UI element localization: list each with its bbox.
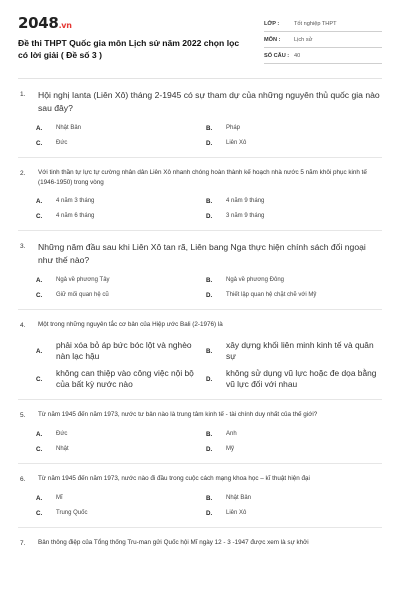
option-letter: C. bbox=[36, 510, 43, 517]
option-letter: D. bbox=[206, 292, 213, 299]
question-5 bbox=[18, 400, 382, 464]
option-letter: D. bbox=[206, 375, 213, 383]
question-number: 4. bbox=[20, 322, 26, 329]
meta-row-subject bbox=[264, 32, 382, 48]
option-c[interactable] bbox=[18, 136, 200, 151]
question-number: 7. bbox=[20, 540, 26, 547]
meta-value: Lịch sử bbox=[294, 36, 313, 43]
option-letter: B. bbox=[206, 198, 213, 205]
option-text: 4 năm 6 tháng bbox=[56, 213, 95, 219]
option-letter: C. bbox=[36, 140, 43, 147]
meta-row-count bbox=[264, 48, 382, 64]
option-text: Nhật Bản bbox=[56, 125, 82, 131]
option-text: phải xóa bỏ áp bức bóc lột và nghèo nàn lạc hậu bbox=[56, 340, 192, 361]
option-text: Liên Xô bbox=[226, 510, 247, 516]
options bbox=[18, 194, 382, 224]
question-6 bbox=[18, 464, 382, 528]
option-letter: B. bbox=[206, 495, 213, 502]
option-a[interactable] bbox=[18, 194, 200, 209]
option-letter: B. bbox=[206, 125, 213, 132]
meta-label: LỚP : bbox=[264, 20, 280, 27]
option-text: Ngả về phương Đông bbox=[226, 277, 284, 283]
option-letter: A. bbox=[36, 495, 43, 502]
option-letter: D. bbox=[206, 140, 213, 147]
option-text: Liên Xô bbox=[226, 140, 247, 146]
option-letter: A. bbox=[36, 277, 43, 284]
meta-row-class bbox=[264, 16, 382, 32]
option-d[interactable] bbox=[200, 209, 382, 224]
option-letter: A. bbox=[36, 198, 43, 205]
option-letter: D. bbox=[206, 213, 213, 220]
option-letter: B. bbox=[206, 347, 213, 355]
option-letter: C. bbox=[36, 446, 43, 453]
option-text: Trung Quốc bbox=[56, 510, 88, 516]
question-number: 2. bbox=[20, 170, 26, 177]
header-left bbox=[18, 14, 248, 64]
question-number: 5. bbox=[20, 412, 26, 419]
option-text: 4 năm 9 tháng bbox=[226, 198, 265, 204]
site-logo[interactable] bbox=[18, 14, 248, 32]
option-text: Pháp bbox=[226, 125, 241, 131]
question-number: 1. bbox=[20, 91, 26, 98]
option-b[interactable] bbox=[200, 427, 382, 442]
option-text: Nhật bbox=[56, 446, 69, 452]
question-2 bbox=[18, 158, 382, 231]
option-letter: A. bbox=[36, 347, 43, 355]
question-text: Bản thông điệp của Tổng thống Tru-man gửi Quốc hội Mĩ ngày 12 - 3 -1947 được xem là sự khởi bbox=[38, 539, 309, 546]
option-b[interactable] bbox=[200, 273, 382, 288]
question-list bbox=[0, 79, 400, 555]
exam-meta bbox=[264, 16, 382, 64]
question-text: Một trong những nguyên tắc cơ bản của Hiệp ước Bali (2-1976) là bbox=[38, 321, 223, 328]
logo-main: 2048 bbox=[18, 14, 59, 32]
option-c[interactable] bbox=[18, 365, 200, 393]
option-a[interactable] bbox=[18, 273, 200, 288]
option-letter: D. bbox=[206, 510, 213, 517]
question-3 bbox=[18, 231, 382, 310]
question-number: 6. bbox=[20, 476, 26, 483]
question-4 bbox=[18, 310, 382, 400]
question-text: Từ năm 1945 đến năm 1973, nước nào đi đầu trong cuộc cách mạng khoa học – kĩ thuật hiện đại bbox=[38, 475, 310, 482]
question-text: Với tinh thần tự lực tự cường nhân dân Liên Xô nhanh chóng hoàn thành kế hoạch nhà nước 5 năm khôi phục kinh tế (1946-1950) trong vòng bbox=[38, 169, 367, 186]
option-a[interactable] bbox=[18, 121, 200, 136]
option-d[interactable] bbox=[200, 136, 382, 151]
option-letter: A. bbox=[36, 125, 43, 132]
option-text: không sử dụng vũ lực hoặc đe dọa bằng vũ lực đối với nhau bbox=[226, 368, 377, 389]
options bbox=[18, 427, 382, 457]
options bbox=[18, 273, 382, 303]
option-d[interactable] bbox=[200, 365, 382, 393]
option-letter: A. bbox=[36, 431, 43, 438]
meta-label: SỐ CÂU : bbox=[264, 52, 290, 59]
option-a[interactable] bbox=[18, 427, 200, 442]
option-b[interactable] bbox=[200, 337, 382, 365]
question-1 bbox=[18, 79, 382, 158]
option-text: Đức bbox=[56, 431, 68, 437]
options bbox=[18, 491, 382, 521]
option-letter: B. bbox=[206, 277, 213, 284]
option-text: 3 năm 9 tháng bbox=[226, 213, 265, 219]
option-letter: C. bbox=[36, 292, 43, 299]
logo-suffix: .vn bbox=[58, 21, 72, 30]
option-d[interactable] bbox=[200, 288, 382, 303]
option-text: Ngả về phương Tây bbox=[56, 277, 110, 283]
option-letter: C. bbox=[36, 213, 43, 220]
option-b[interactable] bbox=[200, 194, 382, 209]
meta-value: 40 bbox=[294, 52, 301, 59]
options bbox=[18, 121, 382, 151]
question-number: 3. bbox=[20, 243, 26, 250]
option-text: Mĩ bbox=[56, 495, 63, 501]
option-a[interactable] bbox=[18, 491, 200, 506]
option-d[interactable] bbox=[200, 442, 382, 457]
option-b[interactable] bbox=[200, 491, 382, 506]
exam-header bbox=[0, 0, 400, 70]
question-text: Hội nghị Ianta (Liên Xô) tháng 2-1945 có sự tham dự của những nguyên thủ quốc gia nào sau đây? bbox=[38, 90, 380, 113]
option-text: Đức bbox=[56, 140, 68, 146]
option-text: không can thiệp vào công việc nội bộ của bất kỳ nước nào bbox=[56, 368, 194, 389]
option-letter: C. bbox=[36, 375, 43, 383]
option-text: 4 năm 3 tháng bbox=[56, 198, 95, 204]
option-letter: D. bbox=[206, 446, 213, 453]
option-text: Nhật Bản bbox=[226, 495, 252, 501]
meta-value: Tốt nghiệp THPT bbox=[294, 20, 337, 27]
exam-title: Đề thi THPT Quốc gia môn Lịch sử năm 2022 chọn lọc có lời giải ( Đề số 3 ) bbox=[18, 38, 240, 60]
option-letter: B. bbox=[206, 431, 213, 438]
option-d[interactable] bbox=[200, 506, 382, 521]
option-text: Mỹ bbox=[226, 446, 234, 452]
option-text: Thiết lập quan hệ chặt chẽ với Mỹ bbox=[226, 292, 317, 298]
option-c[interactable] bbox=[18, 506, 200, 521]
option-text: Giữ mối quan hệ cũ bbox=[56, 292, 109, 298]
question-text: Những năm đầu sau khi Liên Xô tan rã, Liên bang Nga thực hiện chính sách đối ngoại như thế nào? bbox=[38, 242, 366, 265]
option-b[interactable] bbox=[200, 121, 382, 136]
option-c[interactable] bbox=[18, 442, 200, 457]
option-c[interactable] bbox=[18, 288, 200, 303]
option-c[interactable] bbox=[18, 209, 200, 224]
question-text: Từ năm 1945 đến năm 1973, nước tư bản nào là trung tâm kinh tế - tài chính duy nhất của thế giới? bbox=[38, 411, 318, 418]
meta-label: MÔN : bbox=[264, 36, 281, 43]
option-text: Anh bbox=[226, 431, 237, 437]
question-7 bbox=[18, 528, 382, 555]
option-text: xây dựng khối liên minh kinh tế và quân sự bbox=[226, 340, 374, 361]
options bbox=[18, 337, 382, 393]
option-a[interactable] bbox=[18, 337, 200, 365]
